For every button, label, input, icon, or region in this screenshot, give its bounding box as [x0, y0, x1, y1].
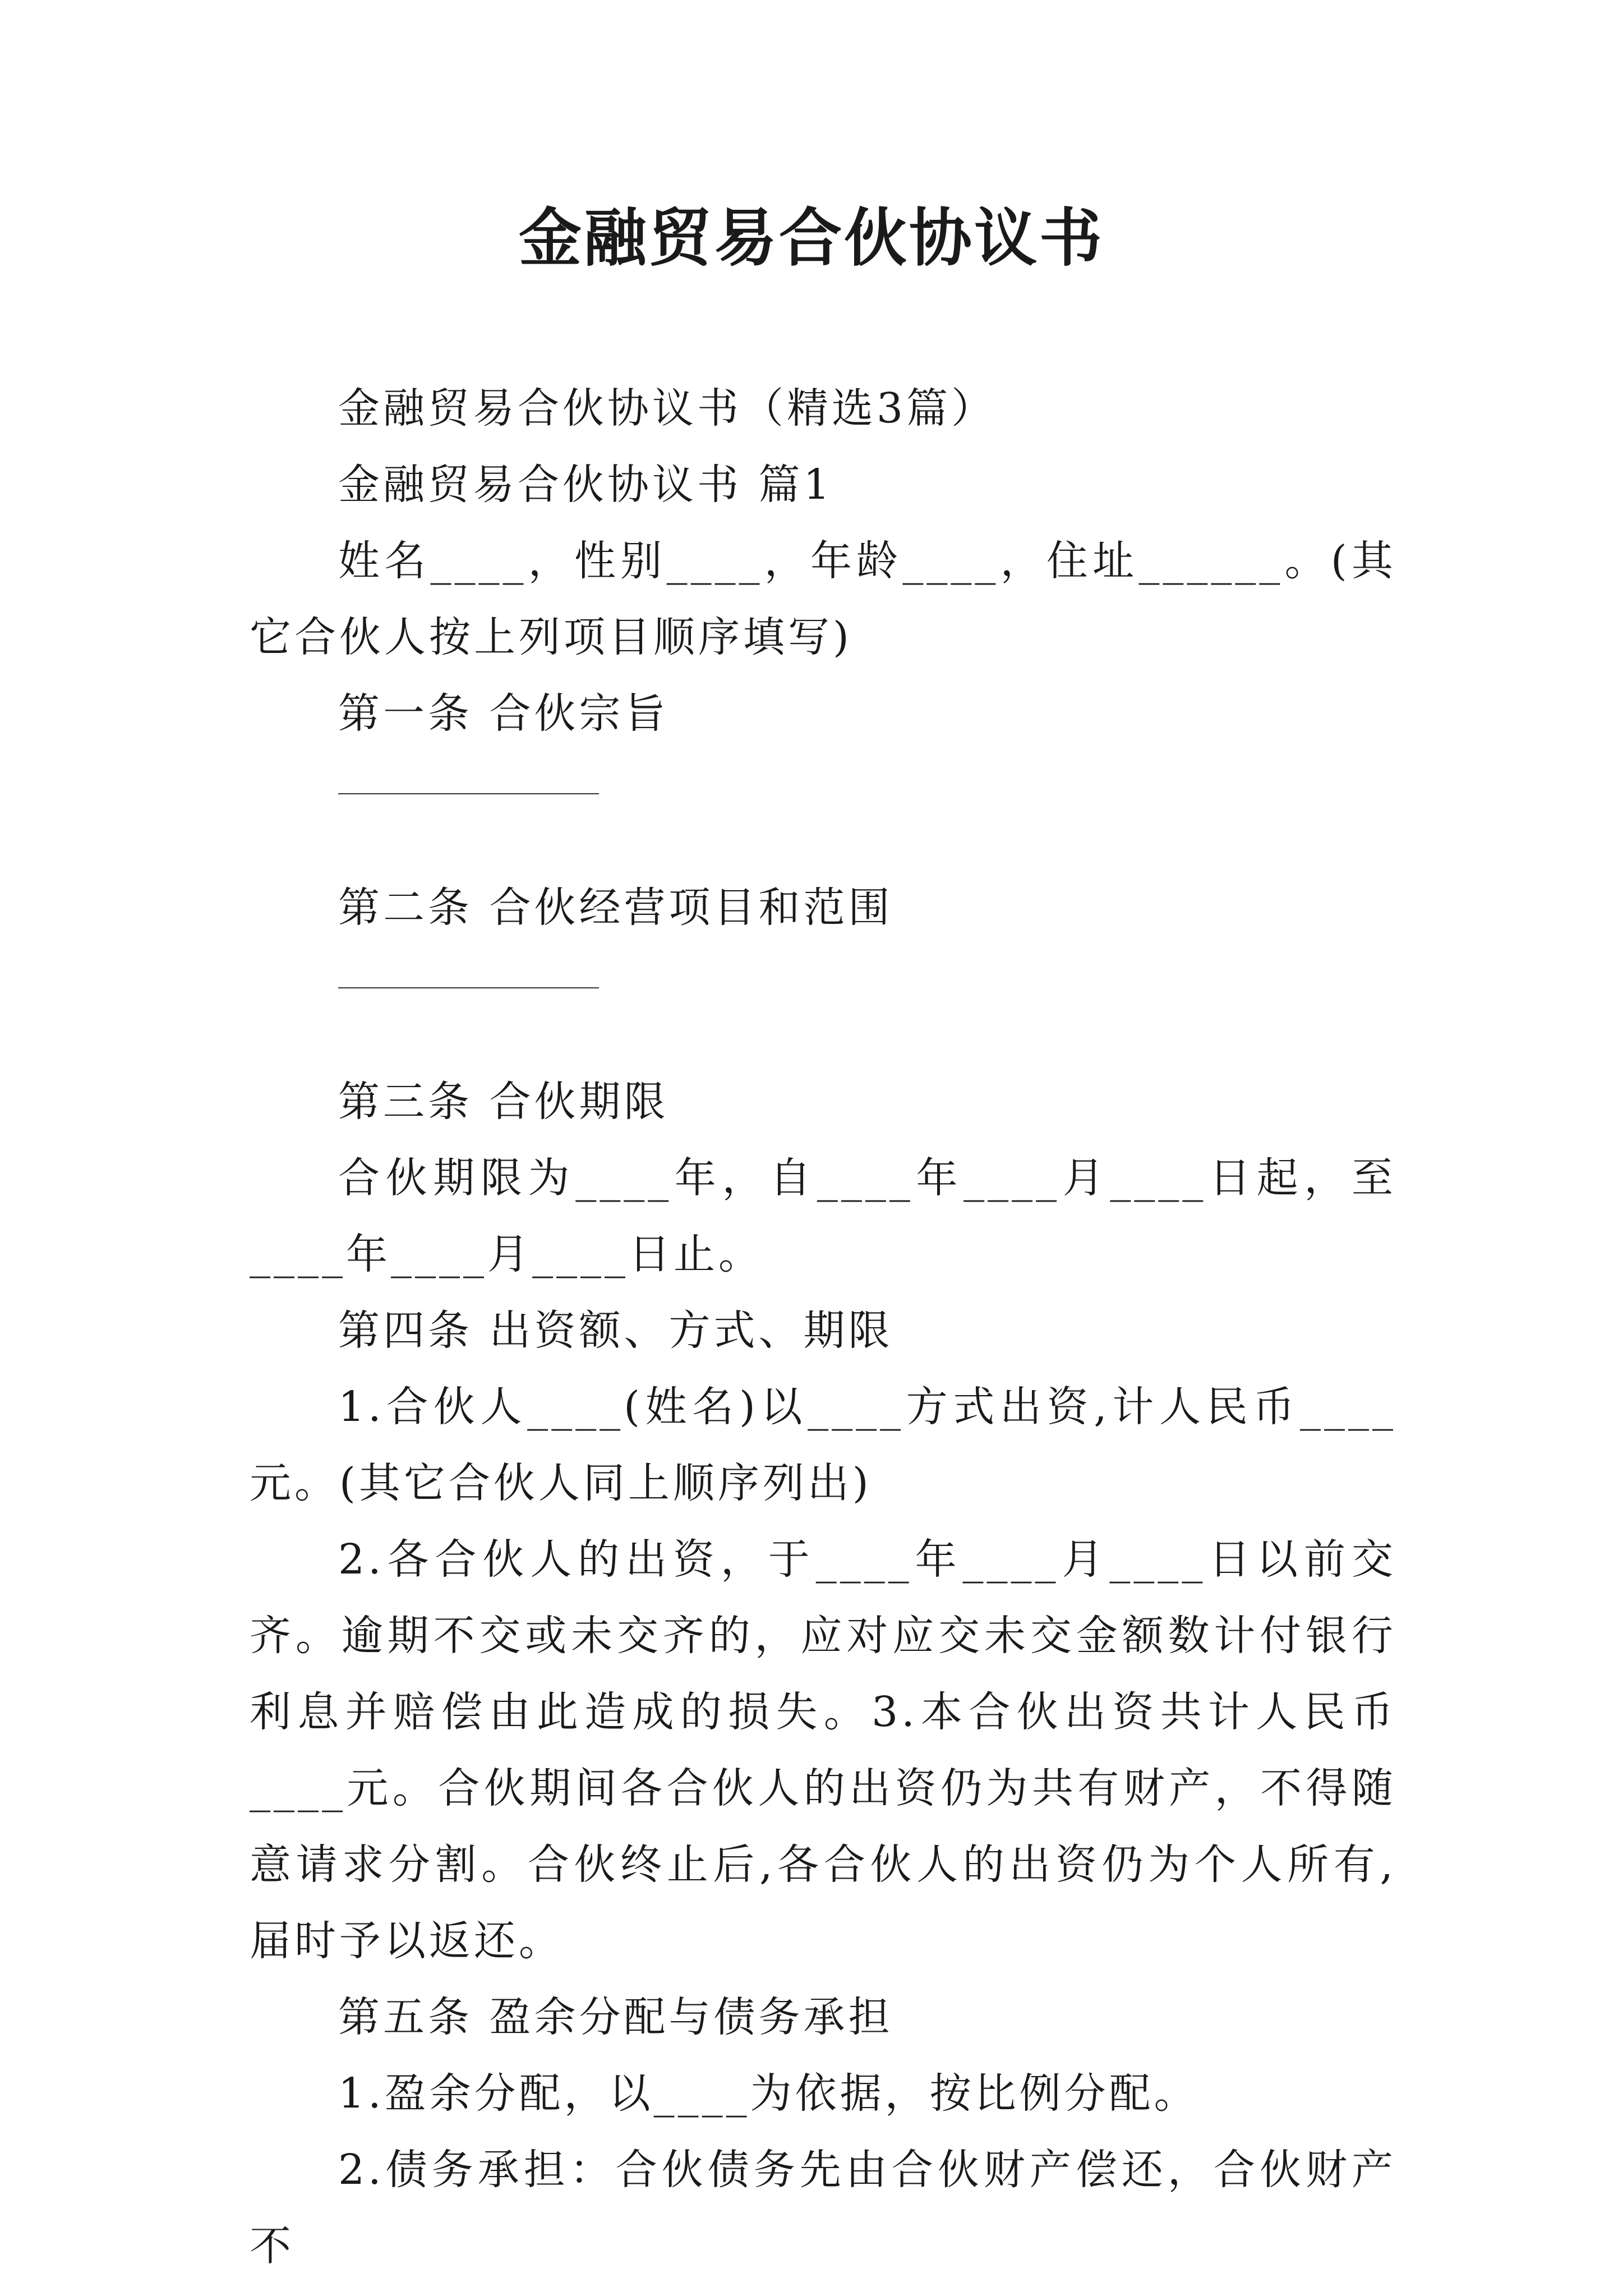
article-4-item-1: 1.合伙人____(姓名)以____方式出资,计人民币____元。(其它合伙人同上顺序列出)	[250, 1383, 1396, 1507]
fill-in-rule	[338, 987, 599, 988]
paragraph-subtitle: 金融贸易合伙协议书（精选3篇）	[338, 384, 997, 432]
article-3-heading: 第三条 合伙期限	[338, 1078, 669, 1126]
article-4-item-2: 2.各合伙人的出资，于____年____月____日以前交齐。逾期不交或未交齐的，应对应交未交金额数计付银行利息并赔偿由此造成的损失。3.本合伙出资共计人民币____元。合伙期间各合伙人的出资仍为共有财产，不得随意请求分割。合伙终止后,各合伙人的出资仍为个人所有,届时予以返还。	[250, 1535, 1396, 1965]
article-3-term: 合伙期限为____年，自____年____月____日起，至____年____月____日止。	[250, 1154, 1396, 1278]
article-1-blank-line	[250, 793, 1396, 869]
article-5-item-1: 1.盈余分配，以____为依据，按比例分配。	[338, 2069, 1199, 2118]
article-2-blank-line	[250, 987, 1396, 1064]
document-body	[250, 370, 1396, 2284]
fill-in-rule	[338, 793, 599, 794]
article-1-heading: 第一条 合伙宗旨	[338, 689, 669, 738]
article-4-heading: 第四条 出资额、方式、期限	[338, 1306, 893, 1355]
paragraph-personal-info: 姓名____，性别____，年龄____，住址______。(其它合伙人按上列项目顺序填写)	[250, 537, 1396, 661]
article-2-heading: 第二条 合伙经营项目和范围	[338, 884, 893, 932]
article-5-heading: 第五条 盈余分配与债务承担	[338, 1993, 893, 2041]
paragraph-section-heading: 金融贸易合伙协议书 篇1	[338, 461, 833, 509]
article-5-item-2: 2.债务承担：合伙债务先由合伙财产偿还，合伙财产不	[250, 2146, 1396, 2270]
document-title: 金融贸易合伙协议书	[519, 201, 1104, 275]
